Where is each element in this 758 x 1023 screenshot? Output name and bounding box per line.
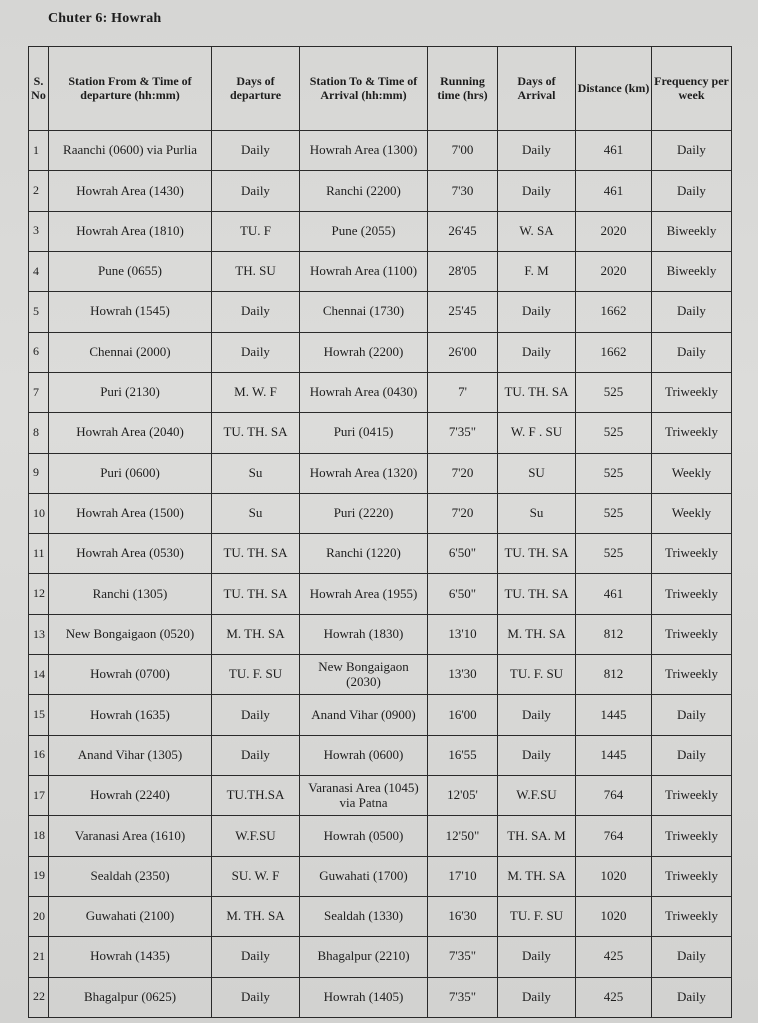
cell-frequency: Daily: [652, 977, 732, 1017]
table-row: [29, 131, 732, 171]
cell-frequency: Daily: [652, 695, 732, 735]
cell-station-from: Varanasi Area (1610): [49, 816, 212, 856]
cell-days-of-departure: TH. SU: [212, 251, 300, 291]
cell-days-of-arrival: M. TH. SA: [498, 856, 576, 896]
cell-days-of-arrival: Daily: [498, 695, 576, 735]
cell-station-to: Howrah (0600): [300, 735, 428, 775]
cell-days-of-arrival: Daily: [498, 292, 576, 332]
cell-distance: 425: [576, 937, 652, 977]
cell-frequency: Daily: [652, 332, 732, 372]
cell-station-from: Howrah Area (1430): [49, 171, 212, 211]
cell-running-time: 7'35": [428, 937, 498, 977]
table-row: [29, 614, 732, 654]
cell-days-of-arrival: M. TH. SA: [498, 614, 576, 654]
cell-days-of-departure: Su: [212, 453, 300, 493]
cell-days-of-arrival: F. M: [498, 251, 576, 291]
cell-days-of-arrival: SU: [498, 453, 576, 493]
cell-days-of-departure: TU. TH. SA: [212, 534, 300, 574]
cell-running-time: 25'45: [428, 292, 498, 332]
cell-days-of-departure: Daily: [212, 292, 300, 332]
cell-station-to: Ranchi (1220): [300, 534, 428, 574]
cell-distance: 461: [576, 171, 652, 211]
cell-running-time: 7'35": [428, 413, 498, 453]
cell-days-of-arrival: TU. TH. SA: [498, 574, 576, 614]
cell-station-from: Howrah (0700): [49, 655, 212, 695]
header-distance: Distance (km): [576, 47, 652, 131]
cell-station-from: Howrah (1435): [49, 937, 212, 977]
cell-distance: 1020: [576, 856, 652, 896]
cell-station-to: Howrah Area (0430): [300, 372, 428, 412]
cell-station-to: Chennai (1730): [300, 292, 428, 332]
cell-days-of-arrival: TU. F. SU: [498, 896, 576, 936]
cell-running-time: 6'50": [428, 534, 498, 574]
cell-frequency: Triweekly: [652, 372, 732, 412]
cell-distance: 1662: [576, 332, 652, 372]
cell-days-of-departure: TU. TH. SA: [212, 574, 300, 614]
cell-running-time: 16'30: [428, 896, 498, 936]
cell-serial-no: 12: [29, 574, 49, 614]
cell-distance: 461: [576, 131, 652, 171]
cell-serial-no: 6: [29, 332, 49, 372]
cell-frequency: Biweekly: [652, 251, 732, 291]
table-row: [29, 453, 732, 493]
table-row: [29, 251, 732, 291]
cell-serial-no: 13: [29, 614, 49, 654]
cell-days-of-departure: TU. F: [212, 211, 300, 251]
cell-frequency: Daily: [652, 735, 732, 775]
table-row: [29, 413, 732, 453]
cell-distance: 525: [576, 413, 652, 453]
table-row: [29, 735, 732, 775]
cell-frequency: Triweekly: [652, 614, 732, 654]
cell-station-from: Chennai (2000): [49, 332, 212, 372]
cell-distance: 764: [576, 776, 652, 816]
table-row: [29, 776, 732, 816]
cell-station-from: Howrah Area (0530): [49, 534, 212, 574]
cell-station-from: New Bongaigaon (0520): [49, 614, 212, 654]
cell-serial-no: 3: [29, 211, 49, 251]
cell-station-to: New Bongaigaon (2030): [300, 655, 428, 695]
cell-running-time: 26'00: [428, 332, 498, 372]
cell-frequency: Daily: [652, 131, 732, 171]
cell-distance: 425: [576, 977, 652, 1017]
table-row: [29, 856, 732, 896]
cell-station-from: Anand Vihar (1305): [49, 735, 212, 775]
cell-days-of-arrival: TU. TH. SA: [498, 534, 576, 574]
train-schedule-table: [28, 46, 732, 1018]
cell-station-from: Ranchi (1305): [49, 574, 212, 614]
cell-distance: 764: [576, 816, 652, 856]
header-days-of-departure: Days of departure: [212, 47, 300, 131]
cell-station-to: Anand Vihar (0900): [300, 695, 428, 735]
cell-station-from: Howrah Area (2040): [49, 413, 212, 453]
cell-station-from: Raanchi (0600) via Purlia: [49, 131, 212, 171]
cell-serial-no: 15: [29, 695, 49, 735]
header-days-of-arrival: Days of Arrival: [498, 47, 576, 131]
cell-days-of-departure: M. TH. SA: [212, 614, 300, 654]
cell-station-to: Howrah Area (1100): [300, 251, 428, 291]
cell-days-of-arrival: W.F.SU: [498, 776, 576, 816]
cell-station-to: Howrah (1830): [300, 614, 428, 654]
cell-serial-no: 17: [29, 776, 49, 816]
cell-station-to: Pune (2055): [300, 211, 428, 251]
cell-frequency: Triweekly: [652, 413, 732, 453]
cell-station-from: Howrah (1545): [49, 292, 212, 332]
cell-days-of-departure: Daily: [212, 937, 300, 977]
table-row: [29, 534, 732, 574]
table-row: [29, 977, 732, 1017]
cell-station-to: Howrah Area (1955): [300, 574, 428, 614]
cell-serial-no: 4: [29, 251, 49, 291]
cell-distance: 461: [576, 574, 652, 614]
cell-days-of-arrival: Daily: [498, 332, 576, 372]
header-frequency: Frequency per week: [652, 47, 732, 131]
cell-frequency: Triweekly: [652, 534, 732, 574]
cell-days-of-arrival: TH. SA. M: [498, 816, 576, 856]
cell-station-from: Bhagalpur (0625): [49, 977, 212, 1017]
cell-distance: 1445: [576, 695, 652, 735]
table-row: [29, 332, 732, 372]
cell-distance: 525: [576, 534, 652, 574]
cell-days-of-arrival: W. F . SU: [498, 413, 576, 453]
cell-days-of-departure: Daily: [212, 171, 300, 211]
cell-running-time: 12'50": [428, 816, 498, 856]
cell-station-from: Puri (0600): [49, 453, 212, 493]
cell-distance: 525: [576, 493, 652, 533]
cell-station-from: Pune (0655): [49, 251, 212, 291]
cell-running-time: 7'00: [428, 131, 498, 171]
cell-running-time: 7'20: [428, 453, 498, 493]
table-row: [29, 655, 732, 695]
cell-running-time: 7'35": [428, 977, 498, 1017]
cell-days-of-departure: TU. TH. SA: [212, 413, 300, 453]
cell-days-of-departure: Daily: [212, 131, 300, 171]
cell-serial-no: 19: [29, 856, 49, 896]
header-serial-no: S. No: [29, 47, 49, 131]
cell-days-of-departure: Daily: [212, 695, 300, 735]
cell-days-of-departure: TU.TH.SA: [212, 776, 300, 816]
cell-days-of-departure: Daily: [212, 977, 300, 1017]
header-running-time: Running time (hrs): [428, 47, 498, 131]
cell-serial-no: 2: [29, 171, 49, 211]
cell-frequency: Triweekly: [652, 574, 732, 614]
table-row: [29, 171, 732, 211]
cell-station-from: Howrah Area (1810): [49, 211, 212, 251]
cell-station-from: Puri (2130): [49, 372, 212, 412]
cell-frequency: Triweekly: [652, 856, 732, 896]
cell-station-to: Howrah Area (1300): [300, 131, 428, 171]
table-row: [29, 574, 732, 614]
cell-station-to: Varanasi Area (1045) via Patna: [300, 776, 428, 816]
cell-frequency: Daily: [652, 937, 732, 977]
cell-frequency: Weekly: [652, 453, 732, 493]
header-station-to: Station To & Time of Arrival (hh:mm): [300, 47, 428, 131]
cell-station-to: Bhagalpur (2210): [300, 937, 428, 977]
cell-distance: 1020: [576, 896, 652, 936]
cell-days-of-arrival: TU. F. SU: [498, 655, 576, 695]
cell-serial-no: 11: [29, 534, 49, 574]
cell-running-time: 13'30: [428, 655, 498, 695]
cell-running-time: 12'05': [428, 776, 498, 816]
cell-days-of-arrival: Daily: [498, 937, 576, 977]
cell-station-to: Puri (0415): [300, 413, 428, 453]
table-header-row: [29, 47, 732, 131]
cell-running-time: 13'10: [428, 614, 498, 654]
cell-running-time: 16'55: [428, 735, 498, 775]
cell-running-time: 7'30: [428, 171, 498, 211]
cell-frequency: Triweekly: [652, 816, 732, 856]
cell-serial-no: 18: [29, 816, 49, 856]
cell-distance: 525: [576, 372, 652, 412]
cell-station-from: Sealdah (2350): [49, 856, 212, 896]
cell-serial-no: 9: [29, 453, 49, 493]
cell-days-of-arrival: TU. TH. SA: [498, 372, 576, 412]
header-station-from: Station From & Time of departure (hh:mm): [49, 47, 212, 131]
table-row: [29, 896, 732, 936]
cell-distance: 2020: [576, 211, 652, 251]
cell-distance: 812: [576, 655, 652, 695]
cell-serial-no: 22: [29, 977, 49, 1017]
cell-station-to: Howrah Area (1320): [300, 453, 428, 493]
cell-frequency: Triweekly: [652, 655, 732, 695]
cell-days-of-departure: Daily: [212, 735, 300, 775]
cell-station-to: Howrah (0500): [300, 816, 428, 856]
cell-days-of-arrival: Daily: [498, 735, 576, 775]
cell-days-of-departure: W.F.SU: [212, 816, 300, 856]
cell-days-of-departure: Su: [212, 493, 300, 533]
cell-days-of-arrival: Daily: [498, 131, 576, 171]
cell-frequency: Daily: [652, 171, 732, 211]
cell-days-of-arrival: Su: [498, 493, 576, 533]
cell-frequency: Weekly: [652, 493, 732, 533]
cell-running-time: 7': [428, 372, 498, 412]
table-row: [29, 937, 732, 977]
cell-station-from: Guwahati (2100): [49, 896, 212, 936]
cell-serial-no: 8: [29, 413, 49, 453]
cell-running-time: 7'20: [428, 493, 498, 533]
cell-days-of-departure: Daily: [212, 332, 300, 372]
cell-station-to: Guwahati (1700): [300, 856, 428, 896]
cell-serial-no: 7: [29, 372, 49, 412]
cell-station-to: Puri (2220): [300, 493, 428, 533]
table-row: [29, 211, 732, 251]
cell-distance: 2020: [576, 251, 652, 291]
table-row: [29, 292, 732, 332]
table-row: [29, 493, 732, 533]
cell-days-of-arrival: Daily: [498, 977, 576, 1017]
cell-station-to: Howrah (1405): [300, 977, 428, 1017]
cell-station-from: Howrah (1635): [49, 695, 212, 735]
page-caption: Chuter 6: Howrah: [48, 11, 162, 26]
cell-station-to: Ranchi (2200): [300, 171, 428, 211]
cell-days-of-departure: M. TH. SA: [212, 896, 300, 936]
cell-days-of-departure: TU. F. SU: [212, 655, 300, 695]
cell-serial-no: 10: [29, 493, 49, 533]
cell-frequency: Triweekly: [652, 896, 732, 936]
cell-distance: 1445: [576, 735, 652, 775]
cell-days-of-arrival: W. SA: [498, 211, 576, 251]
table-row: [29, 695, 732, 735]
cell-serial-no: 5: [29, 292, 49, 332]
cell-station-to: Sealdah (1330): [300, 896, 428, 936]
cell-distance: 812: [576, 614, 652, 654]
cell-serial-no: 21: [29, 937, 49, 977]
cell-running-time: 26'45: [428, 211, 498, 251]
cell-serial-no: 1: [29, 131, 49, 171]
cell-frequency: Daily: [652, 292, 732, 332]
cell-distance: 525: [576, 453, 652, 493]
cell-station-to: Howrah (2200): [300, 332, 428, 372]
cell-running-time: 16'00: [428, 695, 498, 735]
cell-serial-no: 20: [29, 896, 49, 936]
cell-serial-no: 16: [29, 735, 49, 775]
cell-frequency: Triweekly: [652, 776, 732, 816]
cell-distance: 1662: [576, 292, 652, 332]
cell-station-from: Howrah (2240): [49, 776, 212, 816]
cell-running-time: 6'50": [428, 574, 498, 614]
cell-days-of-departure: M. W. F: [212, 372, 300, 412]
cell-running-time: 28'05: [428, 251, 498, 291]
cell-running-time: 17'10: [428, 856, 498, 896]
table-row: [29, 372, 732, 412]
cell-days-of-arrival: Daily: [498, 171, 576, 211]
cell-station-from: Howrah Area (1500): [49, 493, 212, 533]
cell-serial-no: 14: [29, 655, 49, 695]
cell-days-of-departure: SU. W. F: [212, 856, 300, 896]
table-row: [29, 816, 732, 856]
cell-frequency: Biweekly: [652, 211, 732, 251]
